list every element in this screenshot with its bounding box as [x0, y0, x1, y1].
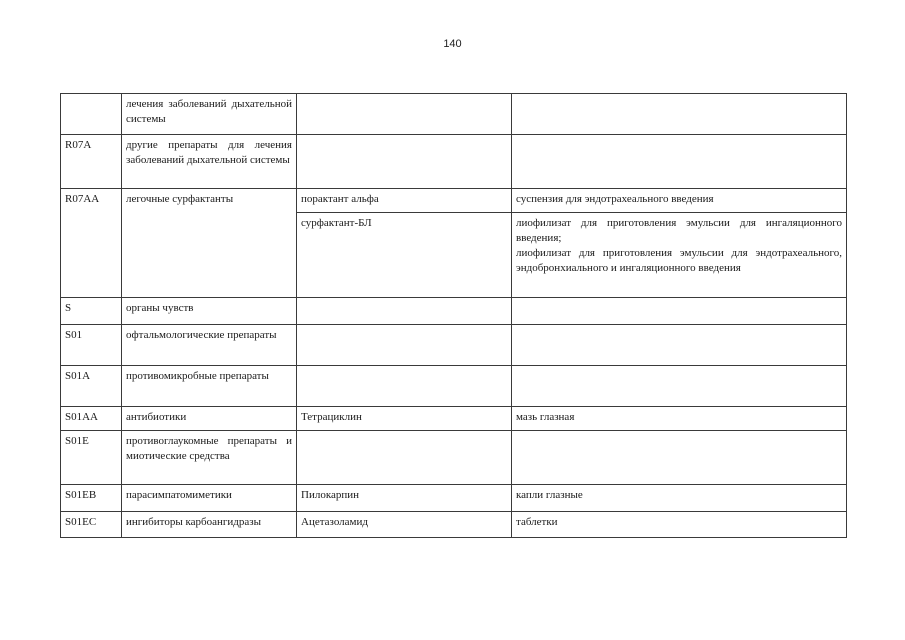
dosage-form-text: мазь глазная — [516, 411, 575, 423]
inn-cell — [297, 366, 512, 407]
dosage-form-cell — [512, 512, 847, 538]
table-row — [61, 366, 847, 407]
inn-cell — [297, 135, 512, 189]
table-row — [61, 298, 847, 325]
inn-cell: Тетрациклин — [297, 407, 512, 431]
atc-code-cell: S01AA — [61, 407, 122, 431]
dosage-form-cell — [512, 366, 847, 407]
atc-code-cell: S01EC — [61, 512, 122, 538]
inn-cell — [297, 325, 512, 366]
dosage-form-cell — [512, 485, 847, 512]
atc-code-cell: S01A — [61, 366, 122, 407]
drug-table — [60, 93, 847, 538]
dosage-form-cell — [512, 407, 847, 431]
atc-code-cell: S01 — [61, 325, 122, 366]
table-row — [61, 431, 847, 485]
table-row — [61, 407, 847, 431]
inn-cell — [297, 431, 512, 485]
atc-group-cell: антибиотики — [122, 407, 297, 431]
table-row — [61, 94, 847, 135]
atc-group-cell: органы чувств — [122, 298, 297, 325]
page-number: 140 — [443, 38, 462, 50]
dosage-form-text: капли глазные — [516, 489, 583, 501]
table-row — [61, 135, 847, 189]
atc-code-cell: R07A — [61, 135, 122, 189]
dosage-form-cell — [512, 325, 847, 366]
atc-code-cell: S — [61, 298, 122, 325]
atc-group-cell: легочные сурфактанты — [122, 189, 297, 298]
inn-cell — [297, 298, 512, 325]
atc-group-cell: офтальмологические препараты — [122, 325, 297, 366]
dosage-form-text: таблетки — [516, 516, 558, 528]
atc-group-cell: парасимпатомиметики — [122, 485, 297, 512]
inn-cell: порактант альфа — [297, 189, 512, 213]
dosage-form-text: суспензия для эндотрахеального введения — [516, 193, 714, 205]
dosage-form-text: лиофилизат для приготовления эмульсии для ингаляционного введения; — [516, 217, 842, 244]
atc-group-cell: противомикробные препараты — [122, 366, 297, 407]
table-row — [61, 189, 847, 213]
inn-cell: Ацетазоламид — [297, 512, 512, 538]
dosage-form-cell — [512, 94, 847, 135]
dosage-form-text: лиофилизат для приготовления эмульсии для эндотрахеального, эндобронхиального и ингаляционного введения — [516, 247, 842, 274]
atc-code-cell: S01E — [61, 431, 122, 485]
dosage-form-cell — [512, 189, 847, 213]
dosage-form-cell — [512, 298, 847, 325]
dosage-form-cell — [512, 135, 847, 189]
dosage-form-cell — [512, 213, 847, 298]
inn-cell: сурфактант-БЛ — [297, 213, 512, 298]
atc-group-cell: противоглаукомные препараты и миотические средства — [122, 431, 297, 485]
atc-code-cell: R07AA — [61, 189, 122, 298]
inn-cell: Пилокарпин — [297, 485, 512, 512]
atc-group-cell: другие препараты для лечения заболеваний дыхательной системы — [122, 135, 297, 189]
atc-group-cell: ингибиторы карбоангидразы — [122, 512, 297, 538]
atc-code-cell: S01EB — [61, 485, 122, 512]
atc-group-cell: лечения заболеваний дыхательной системы — [122, 94, 297, 135]
atc-code-cell — [61, 94, 122, 135]
table-row — [61, 325, 847, 366]
dosage-form-cell — [512, 431, 847, 485]
table-row — [61, 485, 847, 512]
inn-cell — [297, 94, 512, 135]
table-row — [61, 512, 847, 538]
